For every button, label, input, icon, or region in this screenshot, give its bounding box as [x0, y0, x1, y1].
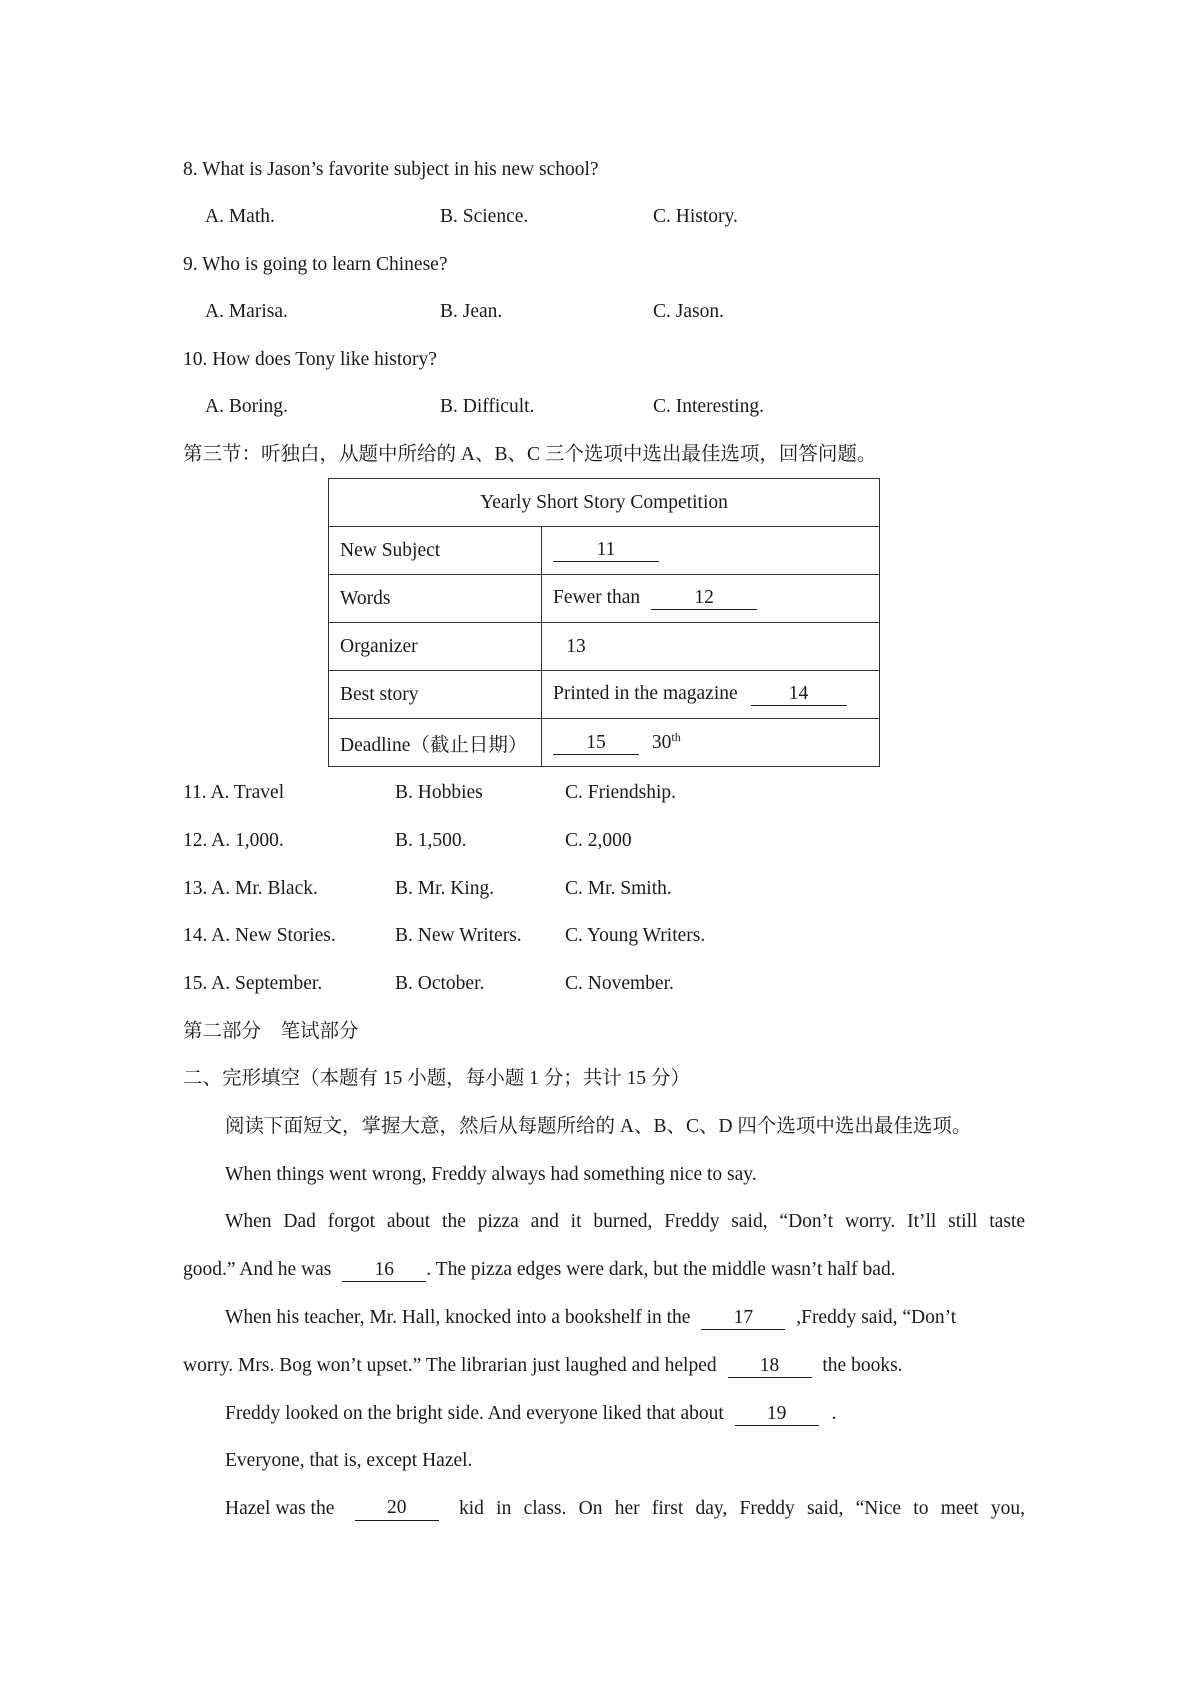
table-title: Yearly Short Story Competition: [329, 479, 880, 527]
q13-option-a: 13. A. Mr. Black.: [183, 878, 318, 899]
q9-option-a: A. Marisa.: [205, 301, 288, 322]
passage-line: [183, 1258, 896, 1282]
answer-blank: 14: [751, 683, 847, 706]
row-value: [542, 671, 880, 719]
table-row: [329, 719, 880, 767]
row-label: Organizer: [329, 623, 542, 671]
q10-option-c: C. Interesting.: [653, 396, 765, 417]
cloze-heading: 二、完形填空（本题有 15 小题，每小题 1 分；共计 15 分）: [183, 1068, 691, 1089]
row-prefix: Printed in the magazine: [553, 683, 738, 704]
q15-option-c: C. November.: [565, 973, 674, 994]
passage-text: good.” And he was: [183, 1259, 332, 1280]
passage-line: When Dad forgot about the pizza and it burned, Freddy said, “Don’t worry. It’ll still taste: [225, 1211, 1025, 1232]
answer-blank: 11: [553, 539, 659, 562]
row-value: [542, 719, 880, 767]
row-label: Words: [329, 575, 542, 623]
row-value: [542, 623, 880, 671]
passage-text: ,Freddy said, “Don’t: [796, 1307, 957, 1328]
answer-blank: 12: [651, 587, 757, 610]
row-suffix-sup: th: [671, 729, 681, 744]
q12-option-c: C. 2,000: [565, 830, 632, 851]
part-2-heading: 第二部分 笔试部分: [183, 1021, 359, 1042]
competition-table: [328, 478, 880, 767]
passage-text: When his teacher, Mr. Hall, knocked into a bookshelf in the: [225, 1307, 691, 1328]
passage-line: [225, 1402, 836, 1426]
q14-option-c: C. Young Writers.: [565, 925, 706, 946]
q9-option-b: B. Jean.: [440, 301, 503, 322]
q12-option-b: B. 1,500.: [395, 830, 467, 851]
cloze-blank-20: 20: [355, 1497, 439, 1521]
passage-line: [225, 1497, 1025, 1521]
q10-option-a: A. Boring.: [205, 396, 288, 417]
question-9: 9. Who is going to learn Chinese?: [183, 254, 448, 275]
q13-option-b: B. Mr. King.: [395, 878, 495, 899]
row-label: New Subject: [329, 527, 542, 575]
cloze-blank-17: 17: [701, 1307, 785, 1330]
row-suffix: 30: [651, 732, 672, 754]
q9-option-c: C. Jason.: [653, 301, 724, 322]
table-row: [329, 527, 880, 575]
passage-line: [183, 1354, 903, 1378]
q8-option-a: A. Math.: [205, 206, 275, 227]
q14-option-b: B. New Writers.: [395, 925, 522, 946]
passage-line: [225, 1306, 956, 1330]
row-prefix: Fewer than: [553, 587, 641, 608]
answer-number: 13: [566, 635, 586, 657]
passage-text: the books.: [822, 1355, 903, 1376]
q8-option-c: C. History.: [653, 206, 738, 227]
answer-blank: 15: [553, 732, 639, 755]
table-row: [329, 671, 880, 719]
passage-text: .: [831, 1403, 837, 1424]
q8-option-b: B. Science.: [440, 206, 529, 227]
passage-text: . The pizza edges were dark, but the middle wasn’t half bad.: [426, 1259, 896, 1280]
passage-text: Freddy looked on the bright side. And everyone liked that about: [225, 1403, 724, 1424]
question-8: 8. What is Jason’s favorite subject in his new school?: [183, 159, 599, 180]
q10-option-b: B. Difficult.: [440, 396, 535, 417]
q12-option-a: 12. A. 1,000.: [183, 830, 284, 851]
q15-option-b: B. October.: [395, 973, 485, 994]
q11-option-b: B. Hobbies: [395, 782, 483, 803]
question-10: 10. How does Tony like history?: [183, 349, 437, 370]
q11-option-a: 11. A. Travel: [183, 782, 285, 803]
cloze-blank-18: 18: [728, 1355, 812, 1378]
cloze-blank-19: 19: [735, 1403, 819, 1426]
passage-text: Hazel was the: [225, 1498, 335, 1519]
passage-text: kid in class. On her first day, Freddy said, “Nice to meet you,: [459, 1498, 1025, 1519]
row-label: Deadline（截止日期）: [329, 719, 542, 767]
q14-option-a: 14. A. New Stories.: [183, 925, 336, 946]
passage-line: When things went wrong, Freddy always had something nice to say.: [225, 1164, 757, 1185]
passage-text: worry. Mrs. Bog won’t upset.” The librarian just laughed and helped: [183, 1355, 717, 1376]
row-value: [542, 575, 880, 623]
cloze-instruction: 阅读下面短文，掌握大意，然后从每题所给的 A、B、C、D 四个选项中选出最佳选项。: [225, 1116, 972, 1137]
q11-option-c: C. Friendship.: [565, 782, 677, 803]
cloze-blank-16: 16: [342, 1259, 426, 1282]
table-row: [329, 623, 880, 671]
q13-option-c: C. Mr. Smith.: [565, 878, 672, 899]
q15-option-a: 15. A. September.: [183, 973, 323, 994]
table-row: [329, 575, 880, 623]
row-label: Best story: [329, 671, 542, 719]
section-3-instruction: 第三节：听独白，从题中所给的 A、B、C 三个选项中选出最佳选项，回答问题。: [183, 444, 877, 465]
row-value: [542, 527, 880, 575]
passage-line: Everyone, that is, except Hazel.: [225, 1450, 473, 1471]
